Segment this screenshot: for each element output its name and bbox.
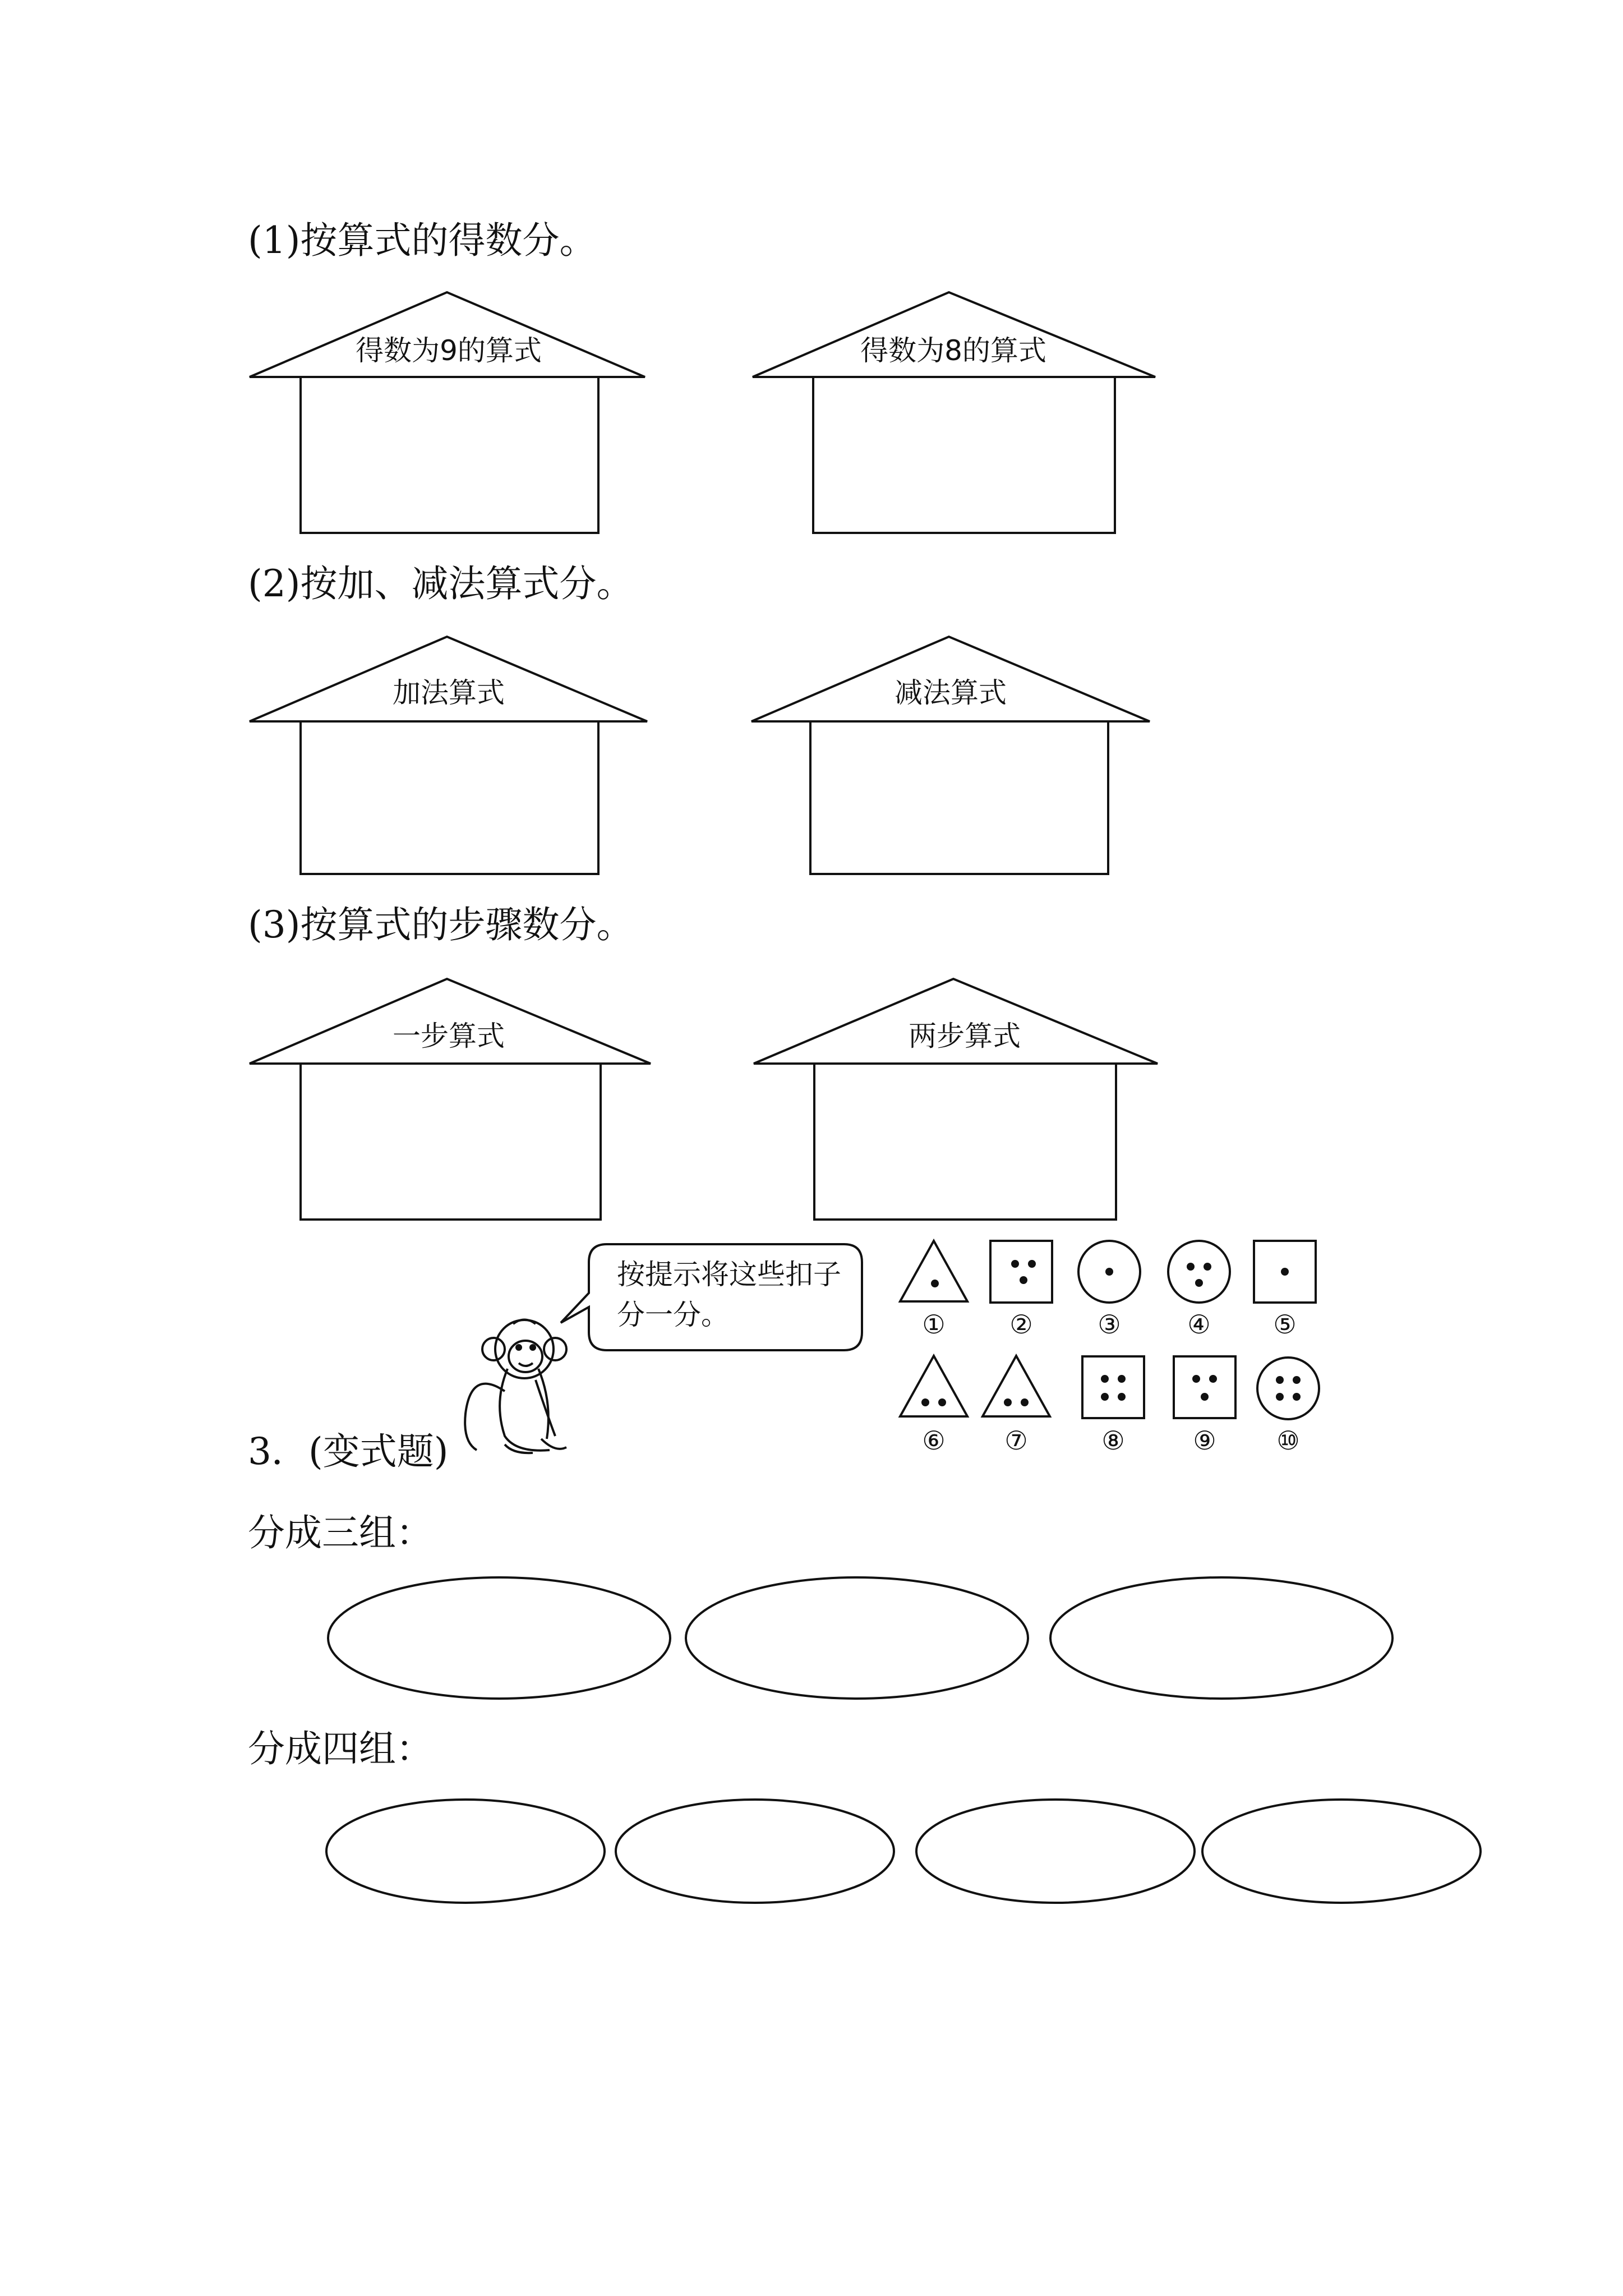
button-6 (900, 1356, 967, 1416)
house-sum-9 (250, 292, 645, 533)
button-num-3: ③ (1098, 1309, 1121, 1340)
button-9 (1174, 1356, 1235, 1418)
group-ellipses-4 (326, 1800, 1481, 1903)
button-num-6: ⑥ (922, 1425, 946, 1456)
button-num-8: ⑧ (1101, 1425, 1125, 1456)
question-label: 3．(变式题) (248, 1430, 449, 1473)
house-one-step (250, 979, 651, 1220)
button-num-10: ⑩ (1276, 1425, 1300, 1456)
button-8 (1082, 1356, 1144, 1418)
bubble-text (617, 1254, 841, 1335)
house-subtraction (751, 637, 1150, 874)
button-num-2: ② (1009, 1309, 1033, 1340)
house-two-step (754, 979, 1158, 1220)
section2-heading: (2)按加、减法算式分。 (248, 562, 634, 605)
button-num-5: ⑤ (1273, 1309, 1297, 1340)
group-ellipses-3 (328, 1577, 1393, 1699)
button-10 (1257, 1358, 1319, 1419)
section1-heading: (1)按算式的得数分。 (248, 219, 597, 262)
house-label-one-step: 一步算式 (393, 1020, 505, 1052)
house-label-subtraction: 减法算式 (895, 677, 1007, 709)
bubble-line-1: 按提示将这些扣子 (617, 1258, 841, 1291)
button-num-1: ① (922, 1309, 946, 1340)
house-label-sum-9: 得数为9的算式 (356, 334, 542, 367)
house-label-sum-8: 得数为8的算式 (860, 334, 1046, 367)
monkey-icon (465, 1320, 566, 1453)
button-num-9: ⑨ (1193, 1425, 1216, 1456)
bubble-line-2: 分一分。 (617, 1299, 729, 1331)
house-label-two-step: 两步算式 (909, 1020, 1021, 1052)
button-7 (983, 1356, 1050, 1416)
button-num-4: ④ (1187, 1309, 1211, 1340)
house-sum-8 (753, 292, 1155, 533)
groups3-label: 分成三组： (248, 1511, 433, 1554)
house-label-addition: 加法算式 (393, 677, 505, 709)
button-1 (900, 1241, 967, 1301)
button-num-7: ⑦ (1004, 1425, 1028, 1456)
button-2 (990, 1241, 1052, 1303)
groups4-label: 分成四组： (248, 1727, 433, 1770)
section3-heading: (3)按算式的步骤数分。 (248, 903, 634, 946)
button-4 (1168, 1241, 1230, 1303)
house-addition (250, 637, 647, 874)
